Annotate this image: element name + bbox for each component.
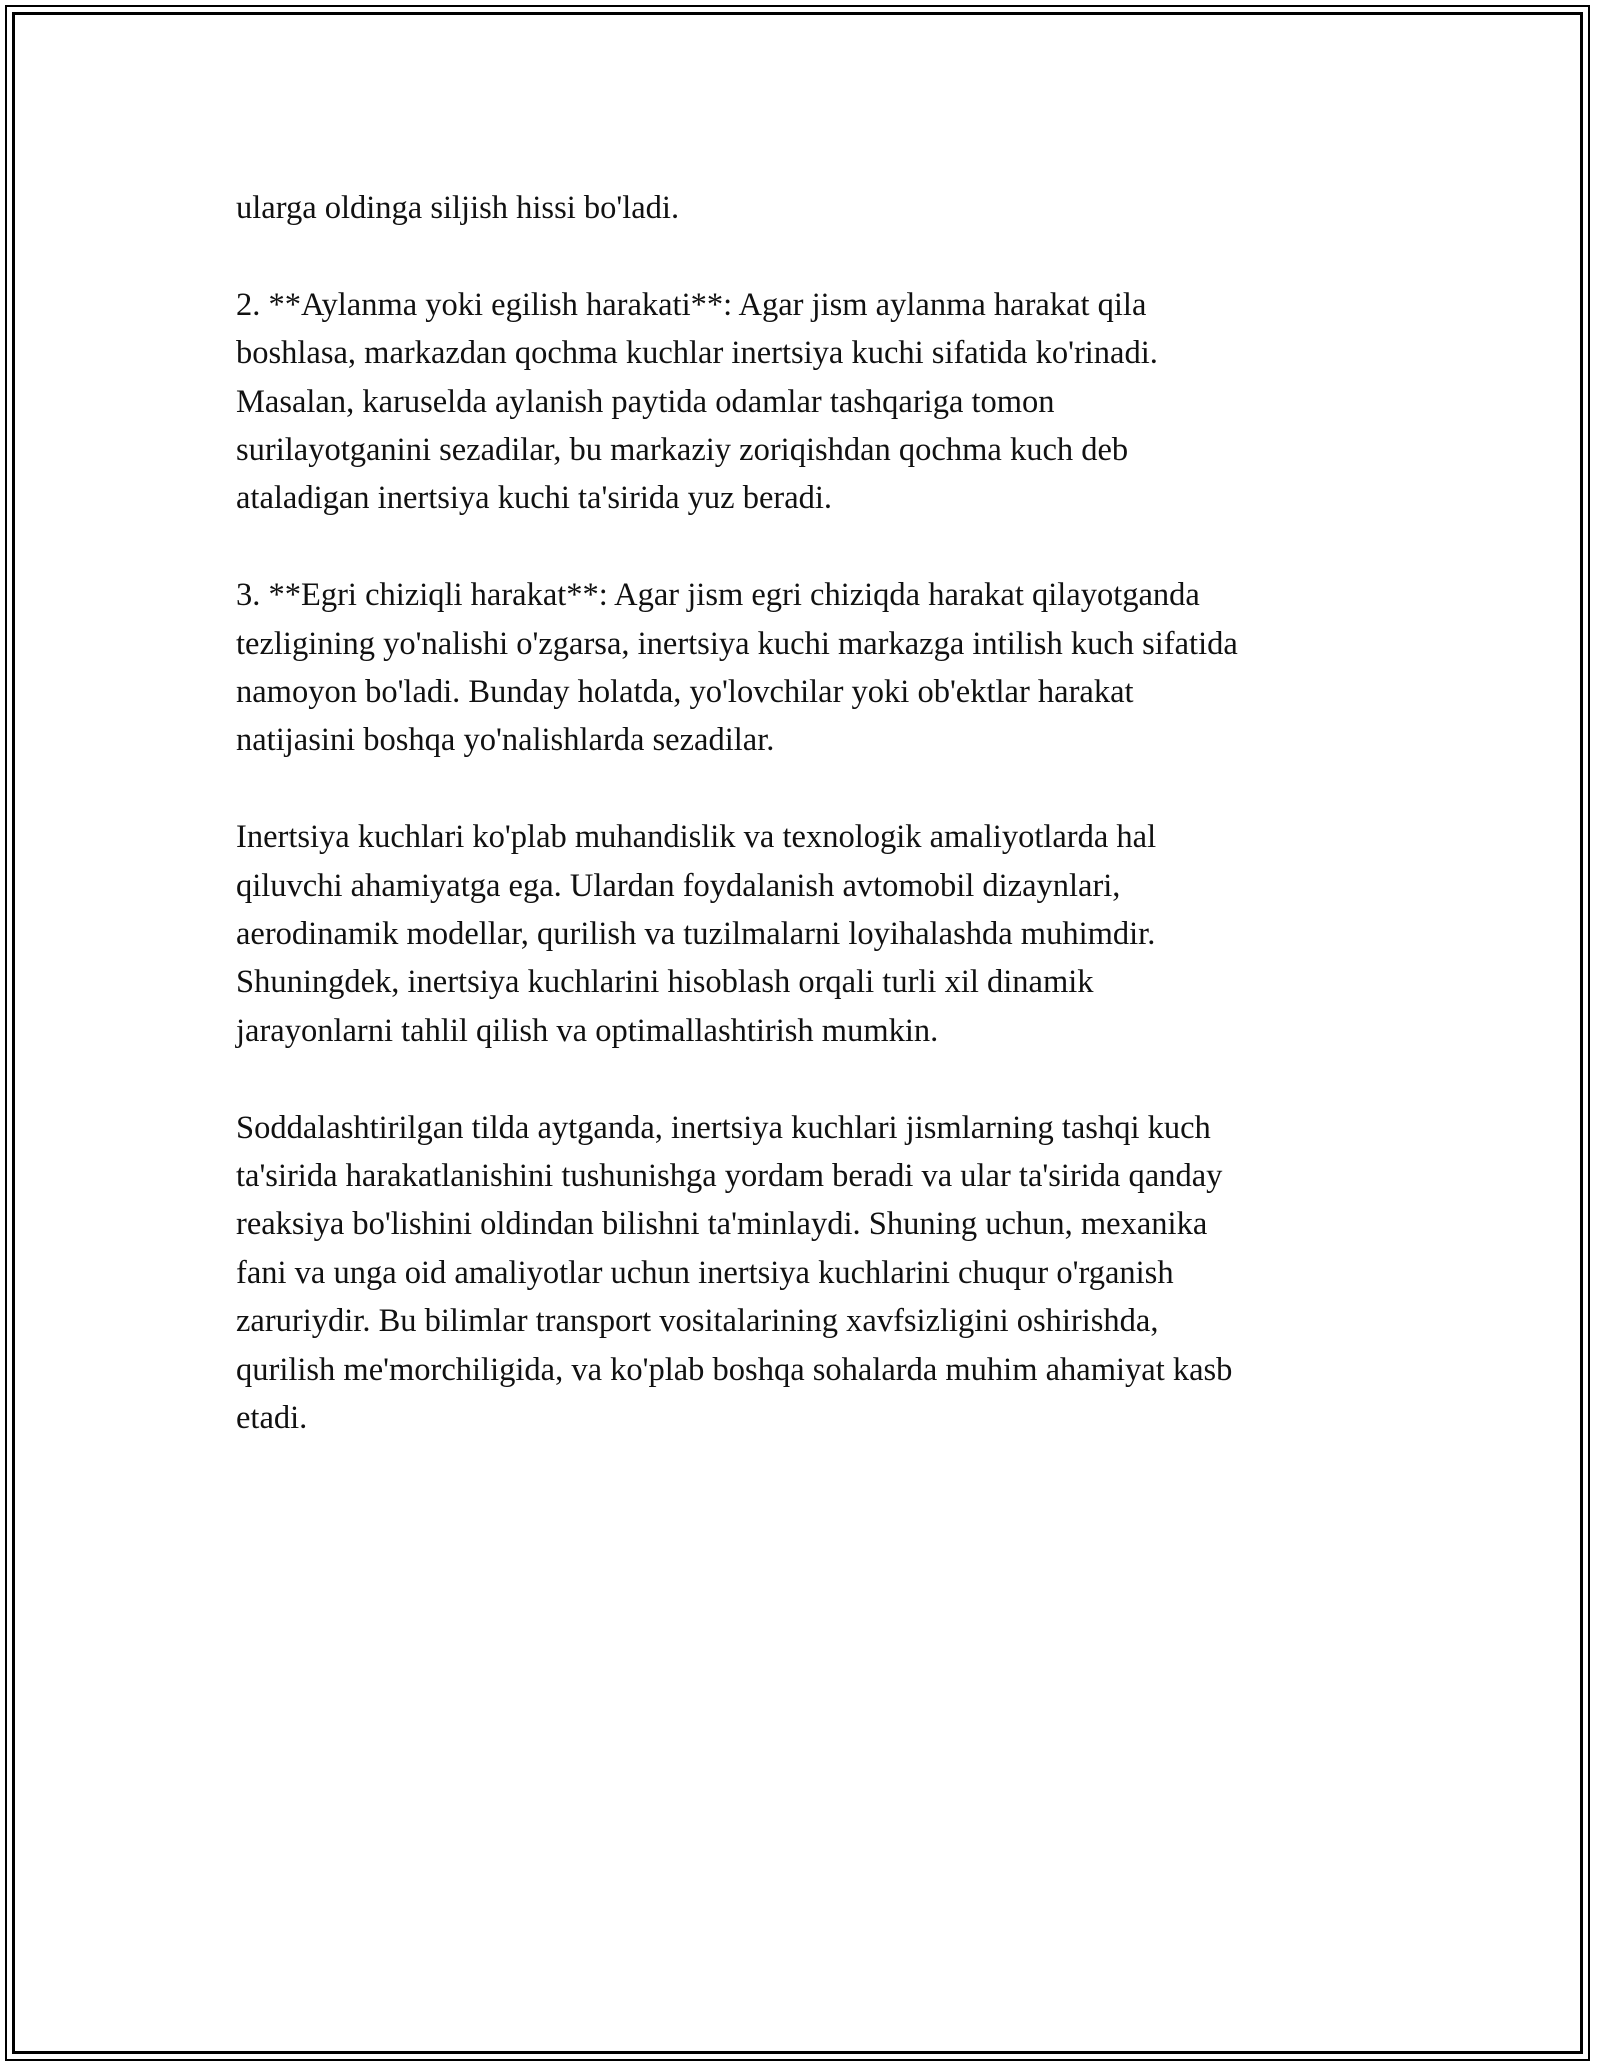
paragraph-3: 3. **Egri chiziqli harakat**: Agar jism egri chiziqda harakat qilayotganda tezligining yo'nalishi o'zgarsa, inertsiya kuchi markazga intilish kuch sifatida namoyon bo'ladi. Bunday holatda, yo'lovchilar yoki ob'ektlar harakat natijasini boshqa yo'nalishlarda sezadilar.: [236, 577, 1238, 759]
paragraph-4: Inertsiya kuchlari ko'plab muhandislik va texnologik amaliyotlarda hal qiluvchi ahamiyatga ega. Ulardan foydalanish avtomobil dizaynlari, aerodinamik modellar, qurilish va tuzilmalarni loyihalashda muhimdir. Shuningdek, inertsiya kuchlarini hisoblash orqali turli xil dinamik jarayonlarni tahlil qilish va optimallashtirish mumkin.: [236, 819, 1157, 1049]
document-body: [236, 184, 1376, 1491]
paragraph-1: ularga oldinga siljish hissi bo'ladi.: [236, 190, 680, 226]
paragraph-2: 2. **Aylanma yoki egilish harakati**: Agar jism aylanma harakat qila boshlasa, markazdan qochma kuchlar inertsiya kuchi sifatida ko'rinadi. Masalan, karuselda aylanish paytida odamlar tashqariga tomon surilayotganini sezadilar, bu markaziy zoriqishdan qochma kuch deb ataladigan inertsiya kuchi ta'sirida yuz beradi.: [236, 286, 1158, 517]
paragraph-5: Soddalashtirilgan tilda aytganda, inertsiya kuchlari jismlarning tashqi kuch ta'sirida harakatlanishini tushunishga yordam beradi va ular ta'sirida qanday reaksiya bo'lishini oldindan bilishni ta'minlaydi. Shuning uchun, mexanika fani va unga oid amaliyotlar uchun inertsiya kuchlarini chuqur o'rganish zaruriydir. Bu bilimlar transport vositalarining xavfsizligini oshirishda, qurilish me'morchiligida, va ko'plab boshqa sohalarda muhim ahamiyat kasb etadi.: [236, 1109, 1233, 1437]
